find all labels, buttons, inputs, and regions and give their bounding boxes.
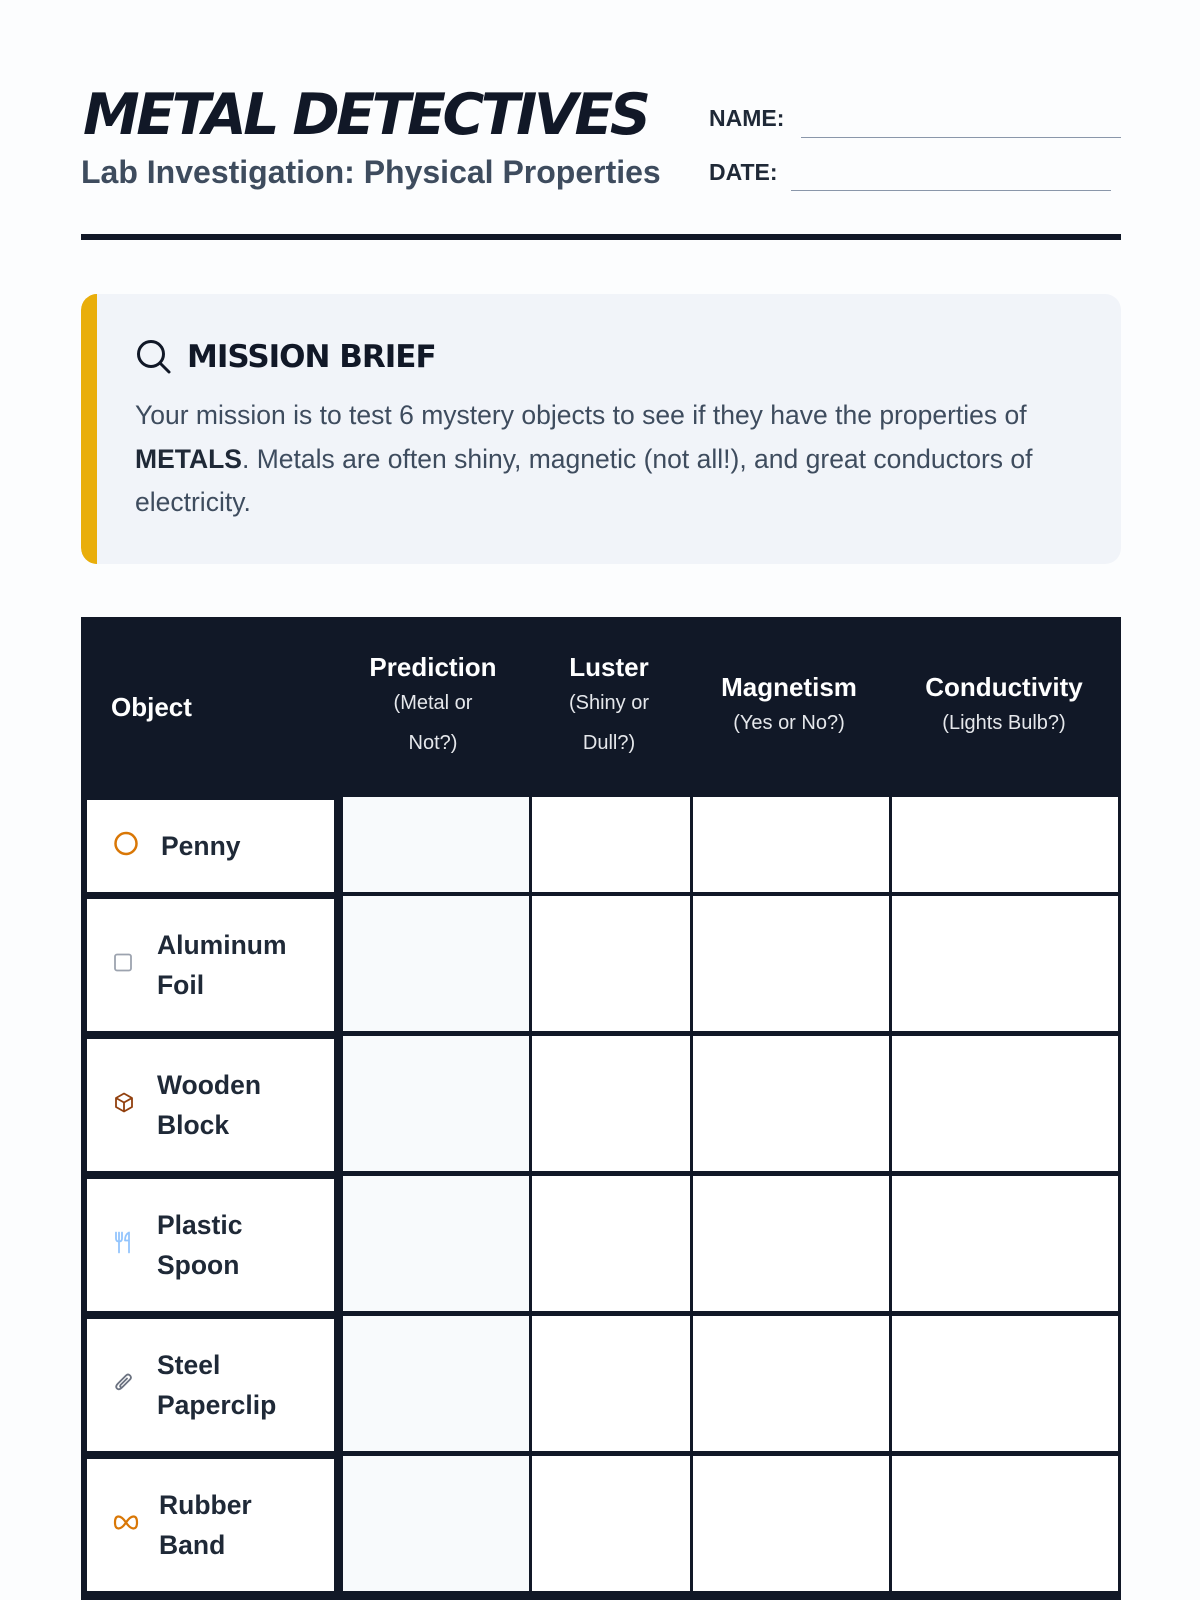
- brief-text: Your mission is to test 6 mystery objects to see if they have the properties of METALS. Metals are often shiny, magnetic (not all!), and great conductors of electricity.: [135, 400, 1033, 517]
- conductivity-cell[interactable]: [892, 797, 1118, 892]
- column-header-object: Object: [111, 692, 192, 722]
- object-label: Steel Paperclip: [157, 1350, 277, 1420]
- prediction-cell[interactable]: [343, 1316, 529, 1451]
- worksheet-page: [81, 0, 1121, 1600]
- object-cell: [87, 899, 334, 1031]
- magnetism-cell[interactable]: [693, 1036, 889, 1171]
- worksheet-header: [81, 82, 1121, 242]
- conductivity-cell[interactable]: [892, 896, 1118, 1031]
- date-field[interactable]: [791, 190, 1111, 191]
- object-label: Rubber Band: [159, 1490, 252, 1560]
- name-field[interactable]: [801, 137, 1121, 138]
- object-label: Aluminum Foil: [157, 930, 287, 1000]
- luster-cell[interactable]: [532, 896, 690, 1031]
- date-label: DATE:: [709, 159, 778, 185]
- object-label: Plastic Spoon: [157, 1210, 243, 1280]
- object-label: Wooden Block: [157, 1070, 262, 1140]
- object-cell: [87, 1319, 334, 1451]
- prediction-cell[interactable]: [343, 797, 529, 892]
- luster-cell[interactable]: [532, 1456, 690, 1591]
- luster-cell[interactable]: [532, 1176, 690, 1311]
- luster-cell[interactable]: [532, 1316, 690, 1451]
- object-label: Penny: [161, 831, 241, 861]
- header-divider: [81, 234, 1121, 240]
- paperclip-icon: [113, 1371, 135, 1400]
- name-label: NAME:: [709, 105, 785, 131]
- object-cell: [87, 1179, 334, 1311]
- column-header-luster: Luster (Shiny or Dull?): [568, 652, 650, 754]
- prediction-cell[interactable]: [343, 896, 529, 1031]
- page-subtitle: Lab Investigation: Physical Properties: [81, 154, 661, 190]
- search-icon: [135, 338, 173, 376]
- magnetism-cell[interactable]: [693, 797, 889, 892]
- prediction-cell[interactable]: [343, 1456, 529, 1591]
- box-icon: [113, 1092, 135, 1119]
- conductivity-cell[interactable]: [892, 1456, 1118, 1591]
- object-cell: [87, 800, 334, 892]
- prediction-cell[interactable]: [343, 1036, 529, 1171]
- column-header-conductivity: Conductivity (Lights Bulb?): [925, 672, 1083, 734]
- brief-bold-metals: METALS: [135, 443, 242, 474]
- magnetism-cell[interactable]: [693, 1316, 889, 1451]
- magnetism-cell[interactable]: [693, 1456, 889, 1591]
- conductivity-cell[interactable]: [892, 1176, 1118, 1311]
- prediction-cell[interactable]: [343, 1176, 529, 1311]
- object-cell: [87, 1039, 334, 1171]
- page-title: METAL DETECTIVES: [83, 82, 648, 148]
- column-header-prediction: Prediction (Metal or Not?): [369, 652, 497, 754]
- luster-cell[interactable]: [532, 1036, 690, 1171]
- square-icon: [113, 953, 133, 978]
- magnetism-cell[interactable]: [693, 1176, 889, 1311]
- circle-icon: [113, 831, 139, 862]
- infinity-icon: [113, 1515, 139, 1536]
- object-cell: [87, 1459, 334, 1591]
- conductivity-cell[interactable]: [892, 1316, 1118, 1451]
- brief-title: MISSION BRIEF: [187, 339, 436, 375]
- conductivity-cell[interactable]: [892, 1036, 1118, 1171]
- column-header-magnetism: Magnetism (Yes or No?): [721, 672, 857, 734]
- observation-table: [81, 617, 1121, 1600]
- utensils-icon: [113, 1231, 135, 1260]
- mission-brief: [81, 294, 1121, 564]
- luster-cell[interactable]: [532, 797, 690, 892]
- magnetism-cell[interactable]: [693, 896, 889, 1031]
